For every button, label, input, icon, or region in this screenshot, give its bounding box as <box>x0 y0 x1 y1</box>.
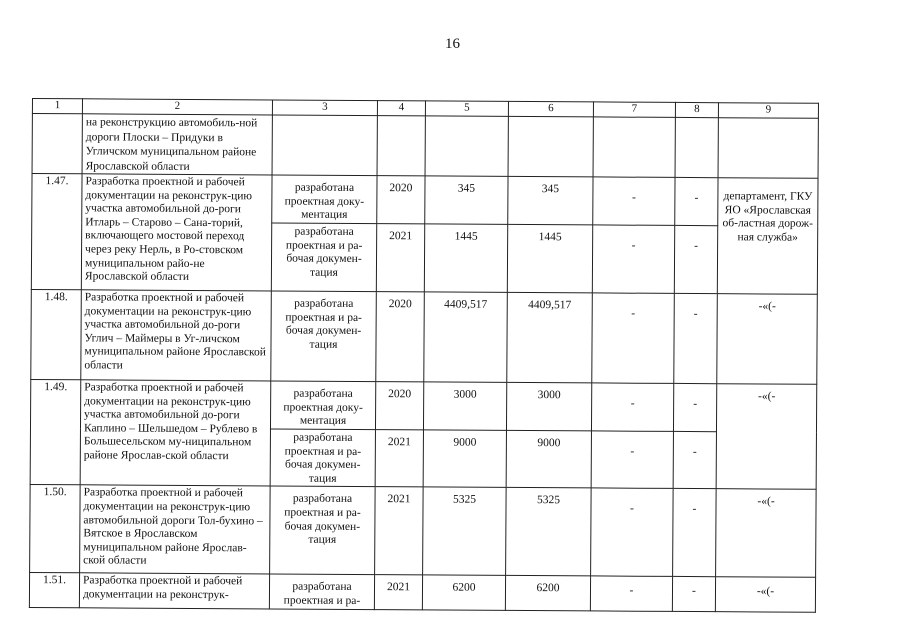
measure-name: Разработка проектной и рабочей документации на реконструк- <box>79 573 269 608</box>
measure-name: Разработка проектной и рабочей документации на реконструк-цию участка автомобильной до-роги Итларь – Старово – Сана-торий, включающего мостовой переход через реку Нерль, в Ро-стовском муниципальном райо-не Ярославской области <box>81 174 272 291</box>
year: 2020 <box>377 176 425 224</box>
year: 2021 <box>376 224 424 292</box>
result-text: разработана проектная доку-ментация <box>270 381 375 430</box>
row-number: 1.49. <box>30 379 81 485</box>
amount-value: 5325 <box>423 487 507 576</box>
amount-value: 5325 <box>506 488 592 577</box>
year-cell <box>377 116 425 176</box>
dash-value: - <box>591 488 674 576</box>
continuation-text: на реконструкцию автомобиль-ной дороги Плоски – Придуки в Угличском муниципальном районе Ярославской области <box>82 114 272 175</box>
year: 2021 <box>375 430 423 488</box>
amount-value: 345 <box>508 176 593 225</box>
dash-value: - <box>591 431 673 489</box>
result-text: разработана проектная и ра-бочая докумен-тация <box>270 429 375 487</box>
year: 2021 <box>375 487 424 575</box>
result-text: разработана проектная и ра-бочая докумен-тация <box>271 223 376 292</box>
executor-cell <box>718 118 818 179</box>
amount-value: 9000 <box>506 430 591 488</box>
column-number: 4 <box>377 101 425 116</box>
dash-value: - <box>591 383 673 432</box>
executor: -«(- <box>716 384 817 490</box>
table-row <box>32 174 818 227</box>
table-row <box>30 379 816 432</box>
measure-name: Разработка проектной и рабочей документации на реконструк-цию автомобильной дороги Тол-бухино – Вятское в Ярославском муниципальном районе Ярослав-ской области <box>80 485 271 574</box>
column-number: 6 <box>508 101 593 117</box>
dash-value: - <box>674 293 718 383</box>
year: 2020 <box>376 292 425 382</box>
executor: -«(- <box>717 294 818 385</box>
measure-name: Разработка проектной и рабочей документации на реконструк-цию участка автомобильной до-роги Углич – Маймеры в Уг-личском муниципальном районе Ярославской области <box>81 290 272 381</box>
row-number-cell <box>32 114 82 174</box>
year: 2020 <box>375 382 423 430</box>
dash-value: - <box>673 383 716 431</box>
row-number: 1.48. <box>31 289 82 379</box>
page-number: 16 <box>445 36 460 52</box>
dash-value: - <box>592 225 674 293</box>
executor: -«(- <box>715 577 815 612</box>
result-text: разработана проектная и ра-бочая докумен-тация <box>271 291 377 382</box>
amount-value: 6200 <box>505 576 590 611</box>
executor: департамент, ГКУ ЯО «Ярославская об-ластная дорож-ная служба» <box>717 178 818 295</box>
amount-value: 1445 <box>424 224 507 293</box>
table-row <box>30 485 817 578</box>
table-row <box>29 573 815 612</box>
amount-value: 6200 <box>422 575 505 610</box>
dash-value: - <box>674 225 717 293</box>
column-number: 9 <box>718 103 818 119</box>
row-number: 1.51. <box>29 573 79 607</box>
column-number: 1 <box>32 99 82 114</box>
row-number: 1.47. <box>31 174 82 290</box>
value-cell <box>508 116 593 177</box>
value-cell <box>593 117 675 177</box>
executor: -«(- <box>716 489 817 578</box>
measures-table <box>29 98 819 612</box>
dash-value: - <box>593 177 675 226</box>
column-number: 8 <box>675 102 718 117</box>
result-text: разработана проектная доку-ментация <box>272 175 377 224</box>
result-text: разработана проектная и ра- <box>269 574 374 609</box>
amount-value: 4409,517 <box>424 292 508 383</box>
result-cell <box>272 115 377 176</box>
column-number: 7 <box>593 102 675 118</box>
dash-value: - <box>590 576 672 611</box>
amount-value: 3000 <box>506 382 591 431</box>
amount-value: 345 <box>425 176 508 225</box>
result-text: разработана проектная и ра-бочая докумен-тация <box>270 486 376 575</box>
table-row <box>31 289 818 384</box>
column-number: 3 <box>272 100 377 116</box>
column-number: 2 <box>82 99 272 115</box>
measure-name: Разработка проектной и рабочей документации на реконструк-цию участка автомобильной до-роги Каплино – Шельшедом – Рублево в Большесельском му-ниципальном районе Ярослав-ской области <box>80 380 271 487</box>
dash-value: - <box>672 577 715 611</box>
column-number: 5 <box>425 101 508 117</box>
dash-value: - <box>675 177 718 225</box>
table-row <box>32 114 818 179</box>
dash-value: - <box>673 431 716 489</box>
dash-value: - <box>673 489 717 577</box>
dash-value: - <box>592 293 675 383</box>
amount-value: 3000 <box>423 382 506 431</box>
value-cell <box>425 116 508 177</box>
row-number: 1.50. <box>30 485 81 573</box>
amount-value: 1445 <box>507 224 592 293</box>
value-cell <box>675 117 718 177</box>
amount-value: 4409,517 <box>507 292 593 383</box>
amount-value: 9000 <box>423 430 506 488</box>
year: 2021 <box>374 575 422 609</box>
